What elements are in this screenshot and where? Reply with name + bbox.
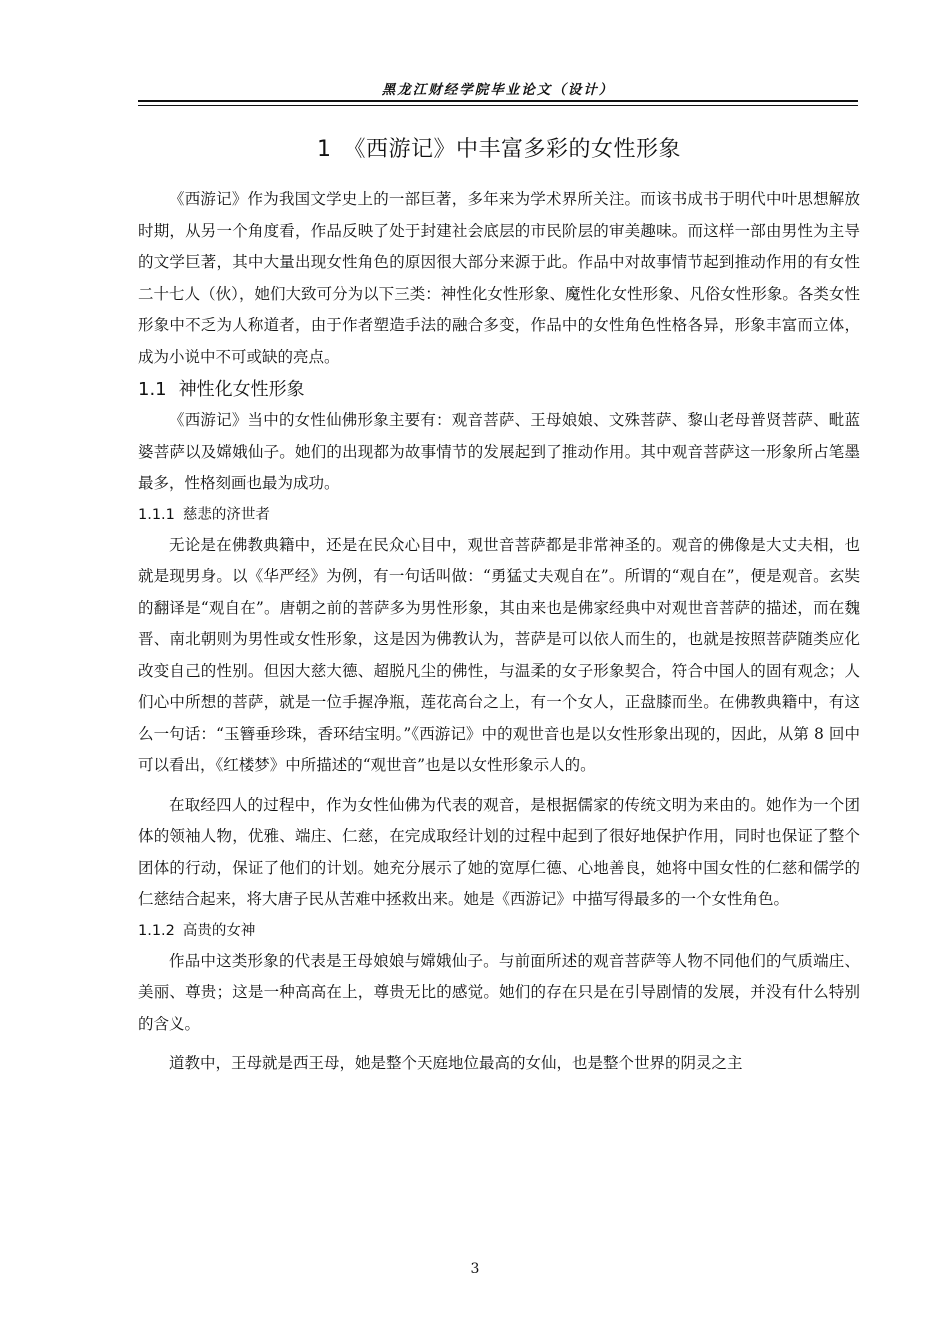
- paragraph-1-1-1-b: 在取经四人的过程中，作为女性仙佛为代表的观音，是根据儒家的传统文明为来由的。她作为一个团体的领袖人物，优雅、端庄、仁慈，在完成取经计划的过程中起到了很好地保护作用，同时也保证了整个团体的行动，保证了他们的计划。她充分展示了她的宽厚仁德、心地善良，她将中国女性的仁慈和儒学的仁慈结合起来，将大唐子民从苦难中拯救出来。她是《西游记》中描写得最多的一个女性角色。: [138, 795, 860, 908]
- running-header: 黑龙江财经学院毕业论文（设计）: [381, 82, 615, 98]
- subsection-title: 慈悲的济世者: [182, 506, 270, 523]
- subsection-heading-1-1-1: [138, 500, 860, 530]
- section-number: 1.1: [138, 379, 167, 400]
- section-title: 神性化女性形象: [178, 379, 305, 400]
- paragraph-1-1-1-a: 无论是在佛教典籍中，还是在民众心目中，观世音菩萨都是非常神圣的。观音的佛像是大丈夫相，也就是现男身。以《华严经》为例，有一句话叫做：“勇猛丈夫观自在”。所谓的“观自在”，便是观音。玄奘的翻译是“观自在”。唐朝之前的菩萨多为男性形象，其由来也是佛家经典中对观世音菩萨的描述，而在魏晋、南北朝则为男性或女性形象，这是因为佛教认为，菩萨是可以依人而生的，也就是按照菩萨随类应化改变自己的性别。但因大慈大德、超脱凡尘的佛性，与温柔的女子形象契合，符合中国人的固有观念；人们心中所想的菩萨，就是一位手握净瓶，莲花高台之上，有一个女人，正盘膝而坐。在佛教典籍中，有这么一句话：“玉簪垂珍珠，香环结宝明。”《西游记》中的观世音也是以女性形象出现的，因此，从第 8 回中可以看出，《红楼梦》中所描述的“观世音”也是以女性形象示人的。: [138, 535, 860, 774]
- subsection-number: 1.1.2: [138, 922, 175, 939]
- chapter-title-text: 《西游记》中丰富多彩的女性形象: [343, 137, 681, 162]
- subsection-number: 1.1.1: [138, 506, 175, 523]
- chapter-title: [138, 134, 860, 166]
- paragraph-1-1-2-b: 道教中，王母就是西王母，她是整个天庭地位最高的女仙，也是整个世界的阴灵之主: [169, 1054, 743, 1072]
- chapter-number: 1: [316, 137, 332, 162]
- paragraph-intro: 《西游记》作为我国文学史上的一部巨著，多年来为学术界所关注。而该书成书于明代中叶思想解放时期，从另一个角度看，作品反映了处于封建社会底层的市民阶层的审美趣味。而这样一部由男性为主导的文学巨著，其中大量出现女性角色的原因很大部分来源于此。作品中对故事情节起到推动作用的有女性二十七人（伙），她们大致可分为以下三类：神性化女性形象、魔性化女性形象、凡俗女性形象。各类女性形象中不乏为人称道者，由于作者塑造手法的融合多变，作品中的女性角色性格各异，形象丰富而立体，成为小说中不可或缺的亮点。: [138, 190, 860, 366]
- paragraph-1-1: 《西游记》当中的女性仙佛形象主要有：观音菩萨、王母娘娘、文殊菩萨、黎山老母普贤菩萨、毗蓝婆菩萨以及嫦娥仙子。她们的出现都为故事情节的发展起到了推动作用。其中观音菩萨这一形象所占笔墨最多，性格刻画也最为成功。: [138, 411, 860, 492]
- header-rule-thick: [138, 100, 858, 102]
- paragraph-1-1-2-a: 作品中这类形象的代表是王母娘娘与嫦娥仙子。与前面所述的观音菩萨等人物不同他们的气质端庄、美丽、尊贵；这是一种高高在上，尊贵无比的感觉。她们的存在只是在引导剧情的发展，并没有什么特别的含义。: [138, 951, 860, 1033]
- page-number: 3: [470, 1261, 480, 1277]
- header-rule-thin: [138, 105, 858, 106]
- body-content: [138, 128, 860, 1080]
- subsection-heading-1-1-2: [138, 916, 860, 946]
- subsection-title: 高贵的女神: [182, 922, 256, 939]
- section-heading-1-1: [138, 373, 860, 405]
